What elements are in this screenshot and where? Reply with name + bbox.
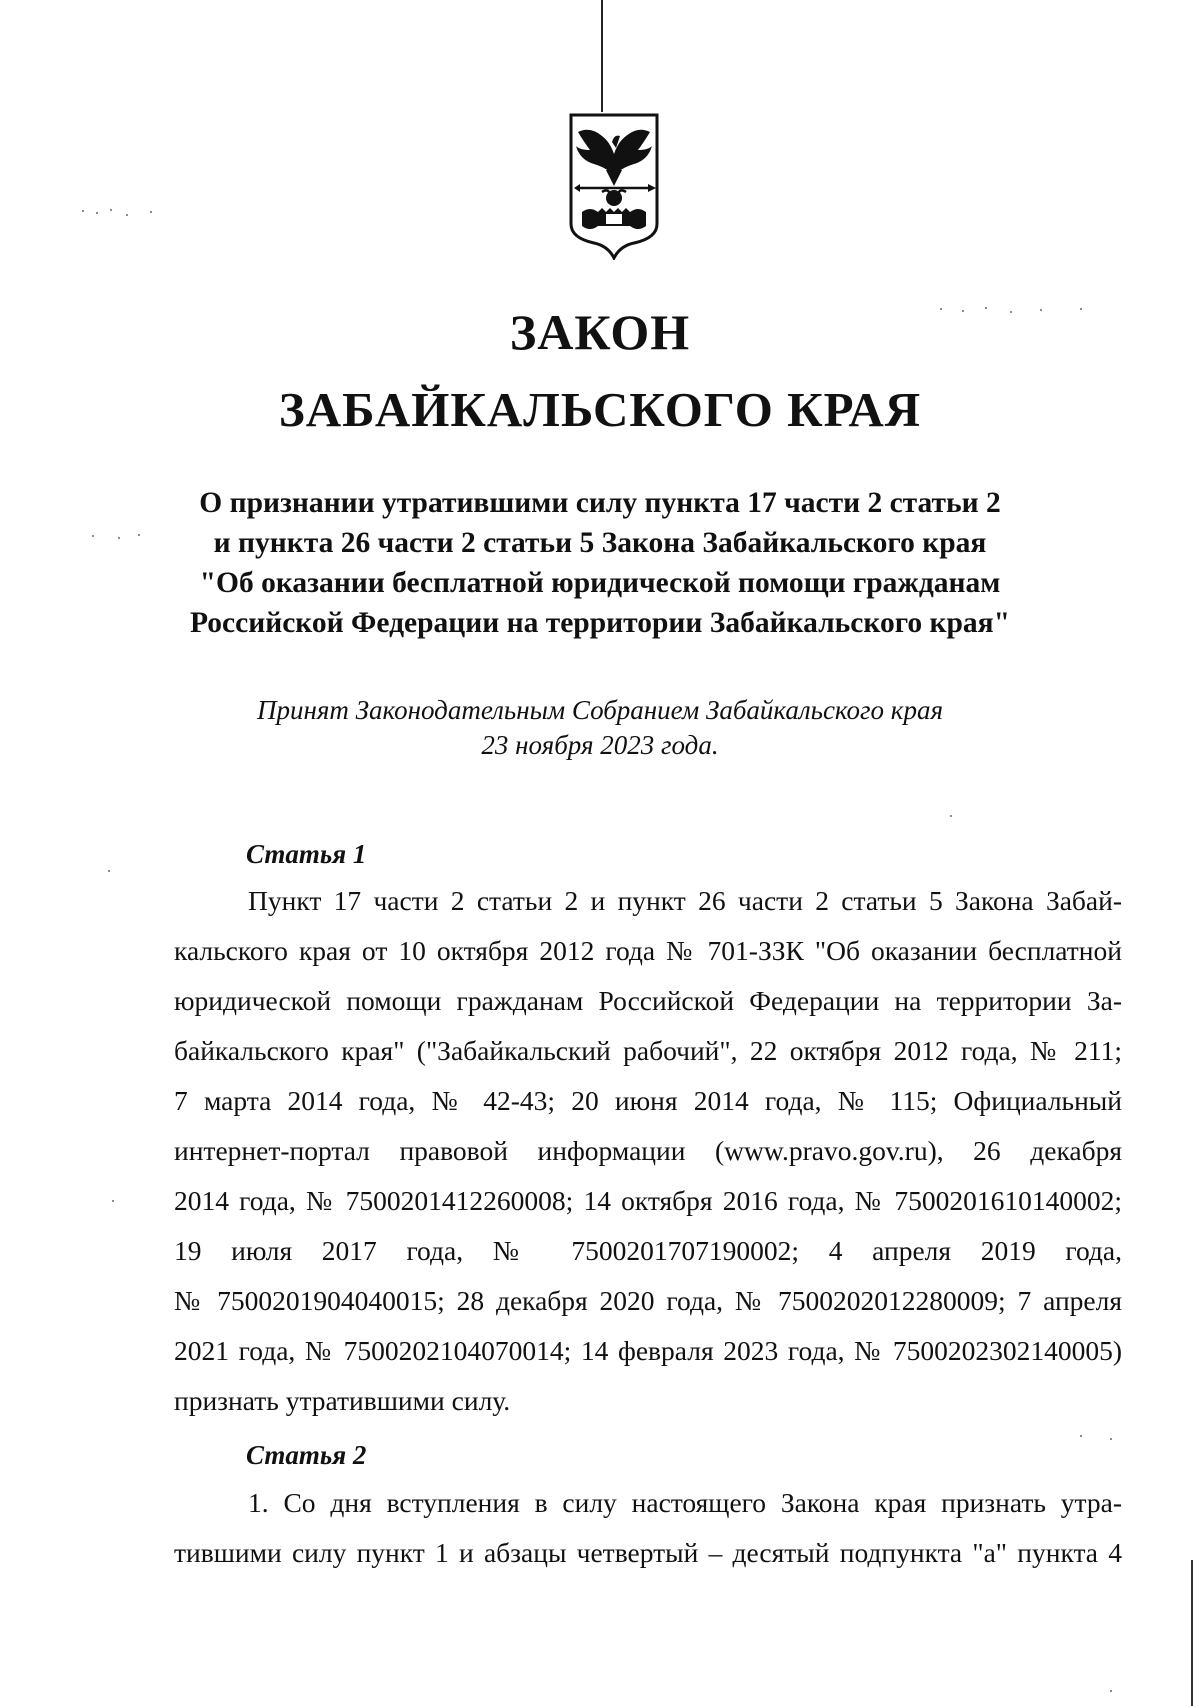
adoption-date: 23 ноября 2023 года. — [481, 730, 719, 760]
scan-speck — [950, 815, 952, 817]
adoption-note — [150, 693, 1050, 763]
article-1-line: кальского края от 10 октября 2012 года № 701-ЗЗК "Об оказании бесплатной — [174, 935, 1122, 966]
scan-speck — [118, 537, 120, 539]
scan-speck — [1110, 1690, 1112, 1692]
scan-speck — [96, 212, 98, 214]
article-1-line: 2021 года, № 7500202104070014; 14 февраля 2023 года, № 7500202302140005) — [174, 1335, 1122, 1366]
coat-of-arms-icon — [568, 112, 660, 260]
scan-edge-line — [1191, 1560, 1193, 1706]
subject-line: О признании утратившими силу пункта 17 части 2 статьи 2 — [199, 487, 1001, 519]
scan-speck — [108, 870, 110, 872]
document-title-region: ЗАБАЙКАЛЬСКОГО КРАЯ — [278, 382, 922, 437]
article-1-line: интернет-портал правовой информации (www.pravo.gov.ru), 26 декабря — [174, 1135, 1122, 1166]
scan-speck — [112, 1200, 114, 1202]
scan-speck — [126, 214, 128, 216]
scan-speck — [150, 211, 152, 213]
scan-speck — [82, 210, 84, 212]
article-1-line: признать утратившими силу. — [174, 1385, 511, 1416]
article-2-line: тившими силу пункт 1 и абзацы четвертый – десятый подпункта "а" пункта 4 — [174, 1537, 1122, 1568]
subject-line: "Об оказании бесплатной юридической помощи гражданам — [199, 567, 1001, 599]
scan-speck — [138, 534, 140, 536]
article-1-line: № 7500201904040015; 28 декабря 2020 года, № 7500202012280009; 7 апреля — [174, 1285, 1122, 1316]
scan-speck — [92, 535, 94, 537]
subject-line: Российской Федерации на территории Забайкальского края" — [189, 607, 1011, 639]
article-1-text — [174, 876, 1122, 1426]
article-2-heading: Статья 2 — [246, 1440, 367, 1470]
adoption-line: Принят Законодательным Собранием Забайкальского края — [256, 695, 943, 725]
document-title: ЗАКОН — [509, 304, 691, 360]
article-1-line: юридической помощи гражданам Российской Федерации на территории За- — [174, 985, 1122, 1016]
article-2-line: 1. Со дня вступления в силу настоящего Закона края признать утра- — [248, 1487, 1122, 1518]
scan-speck — [110, 209, 112, 211]
article-1-line: 19 июля 2017 года, № 7500201707190002; 4 апреля 2019 года, — [174, 1235, 1122, 1266]
subject-line: и пункта 26 части 2 статьи 5 Закона Забайкальского края — [213, 527, 987, 559]
scan-speck — [1080, 1435, 1082, 1437]
scan-mark-top — [601, 0, 603, 112]
article-2-text — [174, 1478, 1122, 1578]
article-1-line: Пункт 17 части 2 статьи 2 и пункт 26 части 2 статьи 5 Закона Забай- — [248, 885, 1122, 916]
scan-speck — [1110, 1438, 1112, 1440]
article-1-line: 7 марта 2014 года, № 42-43; 20 июня 2014 года, № 115; Официальный — [174, 1085, 1122, 1116]
article-1-line: 2014 года, № 7500201412260008; 14 октября 2016 года, № 7500201610140002; — [174, 1185, 1122, 1216]
article-1-heading: Статья 1 — [246, 839, 367, 869]
document-subject — [150, 483, 1050, 643]
article-1-line: байкальского края" ("Забайкальский рабочий", 22 октября 2012 года, № 211; — [174, 1035, 1122, 1066]
